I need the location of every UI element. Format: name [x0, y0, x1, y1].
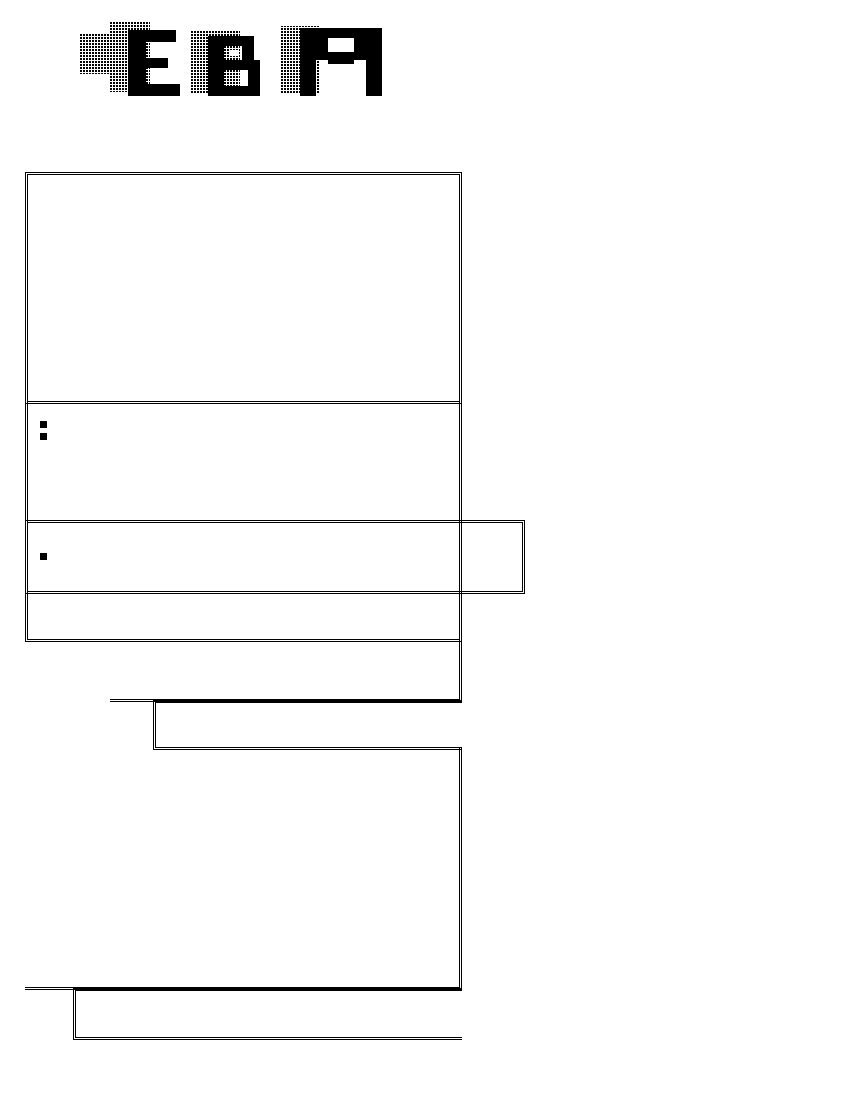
- bullet-icon: [40, 421, 47, 428]
- notes-header-frame: [25, 592, 462, 642]
- bullet-icon: [40, 433, 47, 440]
- notes-connector-frame: [153, 700, 462, 750]
- description-frame: [25, 748, 462, 990]
- ebm-logo: [80, 22, 390, 104]
- release-info-box: [25, 172, 462, 404]
- track-row: [40, 552, 55, 564]
- tracklist-box: [25, 520, 525, 594]
- bullet-icon: [40, 553, 47, 560]
- notes-box: [110, 640, 462, 702]
- shop-url[interactable]: [40, 432, 55, 444]
- ebm-logo-graphic: [80, 22, 390, 100]
- shop-label: [40, 420, 55, 432]
- greetings-box: [73, 988, 462, 1040]
